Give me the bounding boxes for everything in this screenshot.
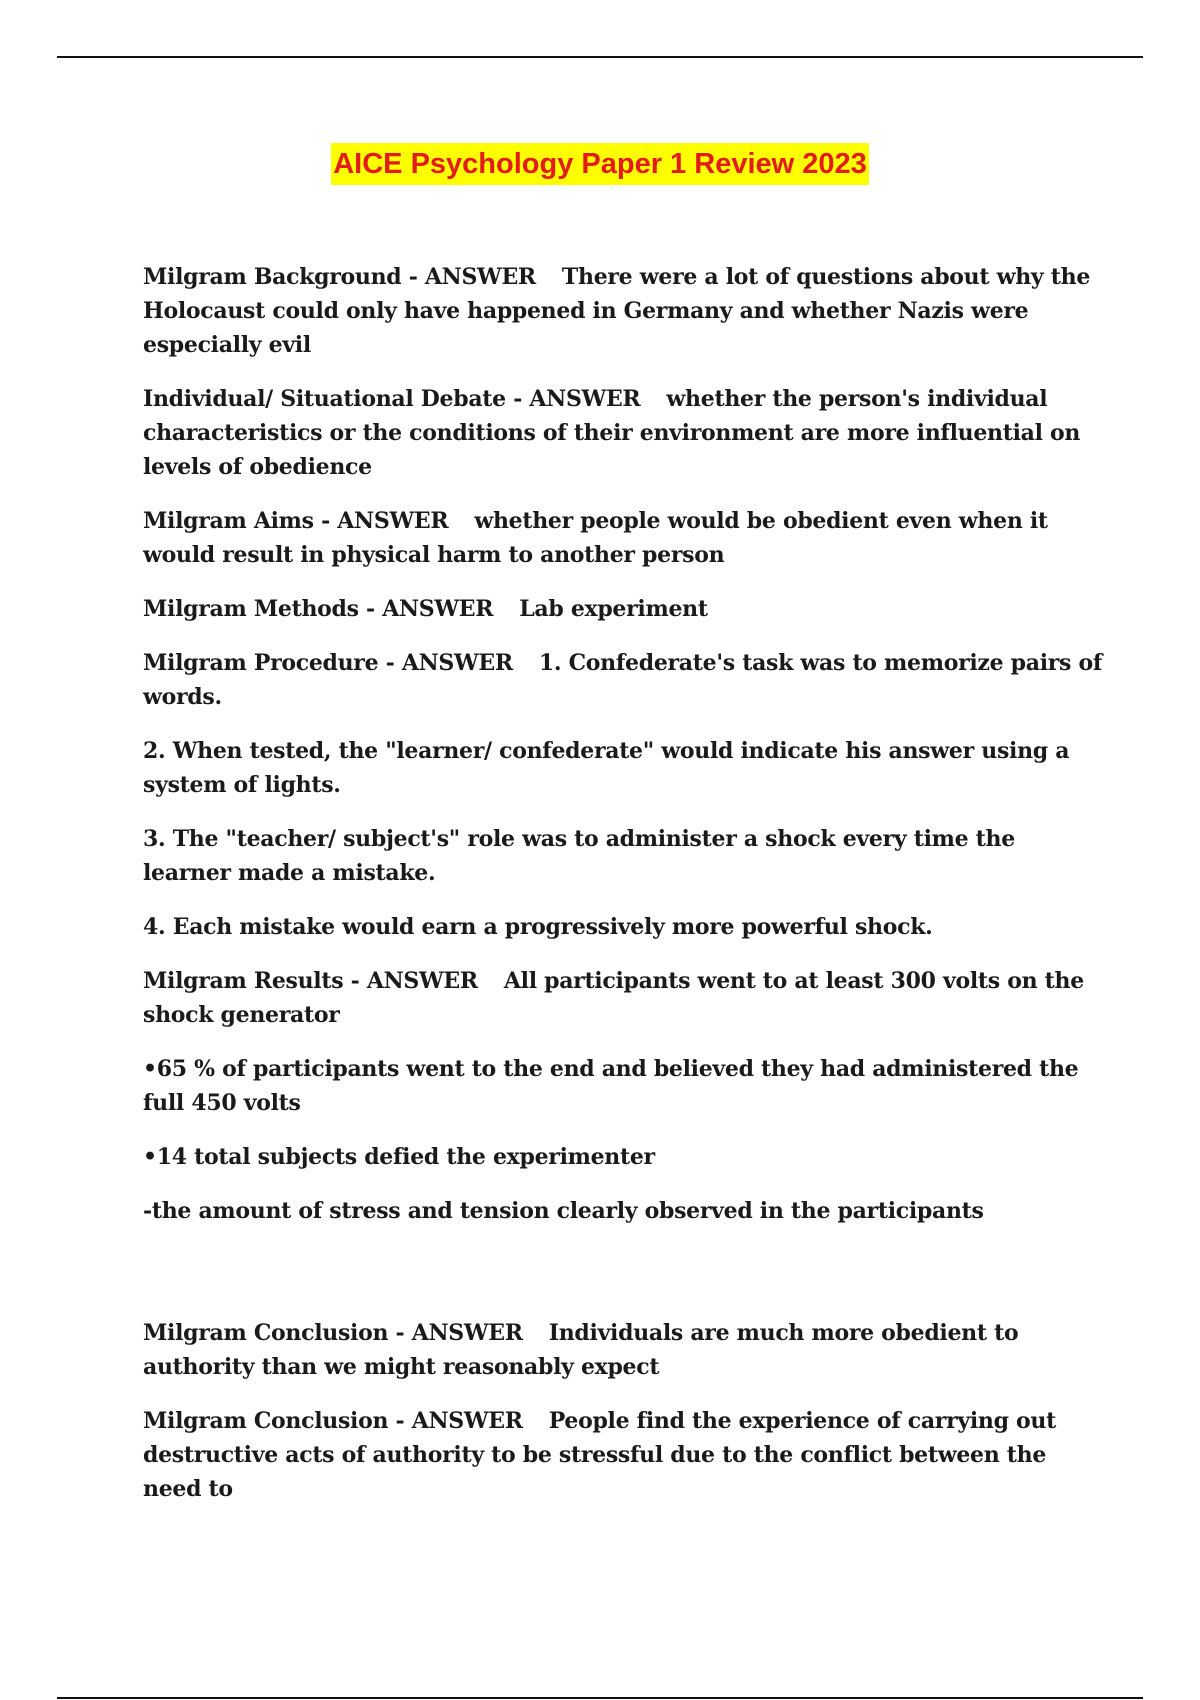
entry-term: Milgram Conclusion - ANSWER [143,1320,523,1346]
entry-term: Milgram Background - ANSWER [143,264,536,290]
continuation-paragraph [143,1194,1103,1228]
entry-term: Milgram Aims - ANSWER [143,508,449,534]
continuation-paragraph [143,734,1103,802]
entry-answer: 2. When tested, the "learner/ confederate" would indicate his answer using a system of lights. [143,738,1070,798]
entry-answer: Individuals are much more obedient to authority than we might reasonably expect [143,1320,1019,1380]
entry-term: Individual/ Situational Debate - ANSWER [143,386,641,412]
entry-answer: 3. The "teacher/ subject's" role was to administer a shock every time the learner made a mistake. [143,826,1015,886]
entry-answer: Lab experiment [519,596,708,622]
entry-term: Milgram Procedure - ANSWER [143,650,513,676]
top-rule [57,56,1143,58]
entry-term: Milgram Methods - ANSWER [143,596,494,622]
entry-answer: People find the experience of carrying out destructive acts of authority to be stressful due to the conflict between the need to [143,1408,1056,1502]
entry-term: Milgram Results - ANSWER [143,968,478,994]
continuation-paragraph [143,1052,1103,1120]
continuation-paragraph [143,910,1103,944]
continuation-paragraph [143,1140,1103,1174]
entry-answer: •65 % of participants went to the end and believed they had administered the full 450 volts [143,1056,1079,1116]
entry-answer: •14 total subjects defied the experimenter [143,1144,655,1170]
qa-entry [143,1404,1103,1506]
entry-term: Milgram Conclusion - ANSWER [143,1408,523,1434]
title-container [0,143,1200,185]
qa-entry [143,1316,1103,1384]
entry-answer: whether the person's individual characteristics or the conditions of their environment are more influential on levels of obedience [143,386,1081,480]
entry-answer: 1. Confederate's task was to memorize pairs of words. [143,650,1103,710]
entry-answer: All participants went to at least 300 volts on the shock generator [143,968,1084,1028]
qa-entry [143,504,1103,572]
qa-entry [143,646,1103,714]
entry-answer: 4. Each mistake would earn a progressively more powerful shock. [143,914,933,940]
document-body [143,260,1103,1526]
qa-entry [143,382,1103,484]
blank-space [143,1248,1103,1316]
qa-entry [143,260,1103,362]
continuation-paragraph [143,822,1103,890]
qa-entry [143,964,1103,1032]
bottom-rule [57,1697,1143,1699]
entry-answer: There were a lot of questions about why the Holocaust could only have happened in Germany and whether Nazis were especially evil [143,264,1091,358]
qa-entry [143,592,1103,626]
document-title: AICE Psychology Paper 1 Review 2023 [331,143,869,185]
entry-answer: -the amount of stress and tension clearly observed in the participants [143,1198,984,1224]
entry-answer: whether people would be obedient even when it would result in physical harm to another person [143,508,1048,568]
